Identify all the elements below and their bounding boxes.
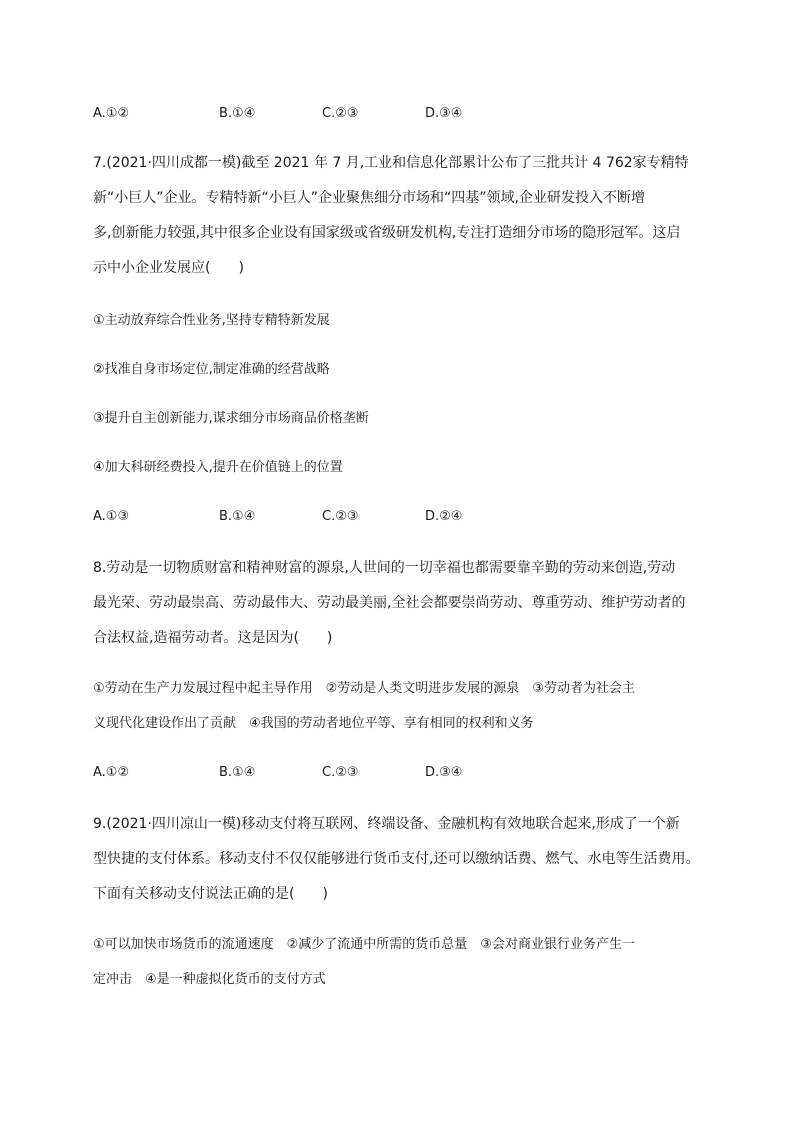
q9-stem-line-3: 下面有关移动支付说法正确的是( ) bbox=[93, 886, 328, 902]
q7-item-4: ④加大科研经费投入,提升在价值链上的位置 bbox=[93, 460, 343, 475]
q7-item-3: ③提升自主创新能力,谋求细分市场商品价格垄断 bbox=[93, 411, 369, 426]
q8-items-line-2: 义现代化建设作出了贡献 ④我国的劳动者地位平等、享有相同的权利和义务 bbox=[93, 716, 534, 731]
q7-stem-line-2: 新“小巨人”企业。专精特新“小巨人”企业聚焦细分市场和“四基”领域,企业研发投入不断增 bbox=[93, 190, 645, 206]
q8-option-b: B.①④ bbox=[219, 765, 256, 780]
q8-items-line-1: ①劳动在生产力发展过程中起主导作用 ②劳动是人类文明进步发展的源泉 ③劳动者为社会主 bbox=[93, 681, 635, 696]
q9-stem-line-1: 9.(2021·四川凉山一模)移动支付将互联网、终端设备、金融机构有效地联合起来,形成了一个新 bbox=[93, 816, 680, 832]
q8-option-a: A.①② bbox=[93, 765, 130, 780]
q7-stem-line-3: 多,创新能力较强,其中很多企业设有国家级或省级研发机构,专注打造细分市场的隐形冠军。这启 bbox=[93, 225, 681, 241]
q8-stem-line-2: 最光荣、劳动最崇高、劳动最伟大、劳动最美丽,全社会都要崇尚劳动、尊重劳动、维护劳动者的 bbox=[93, 595, 686, 611]
q8-stem-line-1: 8.劳动是一切物质财富和精神财富的源泉,人世间的一切幸福也都需要靠辛勤的劳动来创造,劳动 bbox=[93, 560, 676, 576]
q7-option-c: C.②③ bbox=[322, 509, 359, 524]
q9-items-line-1: ①可以加快市场货币的流通速度 ②减少了流通中所需的货币总量 ③会对商业银行业务产生一 bbox=[93, 937, 635, 952]
q7-option-b: B.①④ bbox=[219, 509, 256, 524]
q8-option-c: C.②③ bbox=[322, 765, 359, 780]
q8-stem-line-3: 合法权益,造福劳动者。这是因为( ) bbox=[93, 630, 333, 646]
q7-option-d: D.②④ bbox=[425, 509, 463, 524]
q6-option-d: D.③④ bbox=[425, 106, 463, 121]
q6-option-b: B.①④ bbox=[219, 106, 256, 121]
q7-option-a: A.①③ bbox=[93, 509, 130, 524]
q7-stem-line-1: 7.(2021·四川成都一模)截至 2021 年 7 月,工业和信息化部累计公布了三批共计 4 762家专精特 bbox=[93, 155, 689, 171]
q8-option-d: D.③④ bbox=[425, 765, 463, 780]
q7-item-1: ①主动放弃综合性业务,坚持专精特新发展 bbox=[93, 313, 330, 328]
q7-item-2: ②找准自身市场定位,制定准确的经营战略 bbox=[93, 362, 330, 377]
q9-stem-line-2: 型快捷的支付体系。移动支付不仅仅能够进行货币支付,还可以缴纳话费、燃气、水电等生活费用。 bbox=[93, 851, 700, 867]
q9-items-line-2: 定冲击 ④是一种虚拟化货币的支付方式 bbox=[93, 972, 326, 987]
q6-option-c: C.②③ bbox=[322, 106, 359, 121]
q6-option-a: A.①② bbox=[93, 106, 130, 121]
q7-stem-line-4: 示中小企业发展应( ) bbox=[93, 260, 244, 276]
